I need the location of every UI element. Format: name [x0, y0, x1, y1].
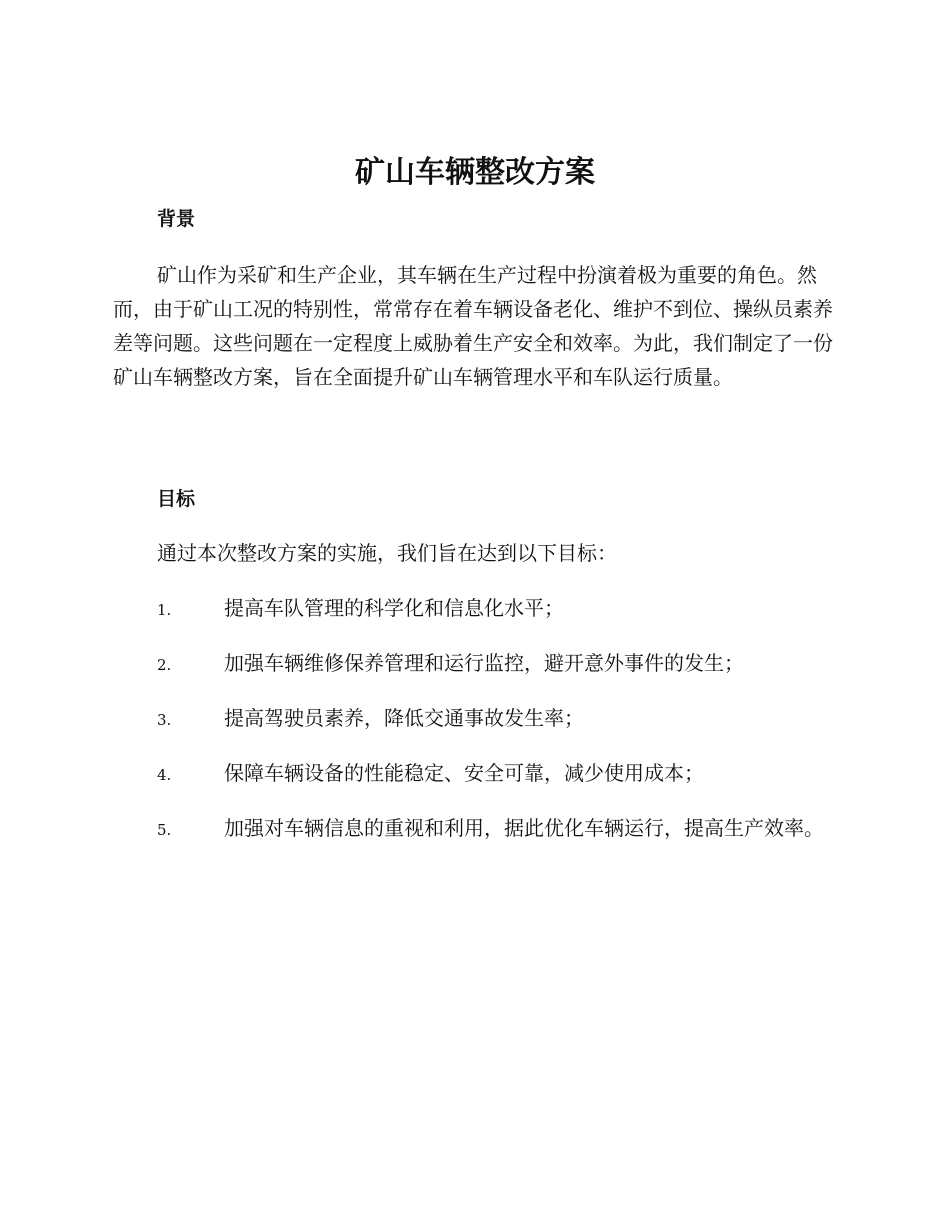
list-item-number: 1.	[157, 601, 172, 619]
list-item	[113, 756, 843, 792]
list-item-number: 3.	[157, 711, 172, 729]
list-item	[113, 646, 843, 682]
list-item-text: 保障车辆设备的性能稳定、安全可靠，减少使用成本；	[224, 761, 704, 785]
goals-intro: 通过本次整改方案的实施，我们旨在达到以下目标：	[157, 541, 617, 565]
list-item-text: 加强车辆维修保养管理和运行监控，避开意外事件的发生；	[224, 651, 744, 675]
list-item	[113, 591, 843, 627]
background-paragraph: 矿山作为采矿和生产企业，其车辆在生产过程中扮演着极为重要的角色。然而，由于矿山工况的特别性，常常存在着车辆设备老化、维护不到位、操纵员素养差等问题。这些问题在一定程度上威胁着生产安全和效率。为此，我们制定了一份矿山车辆整改方案，旨在全面提升矿山车辆管理水平和车队运行质量。	[113, 263, 833, 389]
list-item	[113, 701, 843, 737]
list-item-number: 4.	[157, 766, 172, 784]
section-heading-goals: 目标	[157, 488, 196, 510]
list-item-text: 加强对车辆信息的重视和利用，据此优化车辆运行，提高生产效率。	[224, 816, 824, 840]
list-item-number: 5.	[157, 821, 172, 839]
list-item-text: 提高驾驶员素养，降低交通事故发生率；	[224, 706, 584, 730]
document-title: 矿山车辆整改方案	[355, 155, 595, 190]
section-heading-background: 背景	[157, 208, 196, 230]
list-item	[113, 811, 843, 847]
list-item-text: 提高车队管理的科学化和信息化水平；	[224, 596, 564, 620]
list-item-number: 2.	[157, 656, 172, 674]
